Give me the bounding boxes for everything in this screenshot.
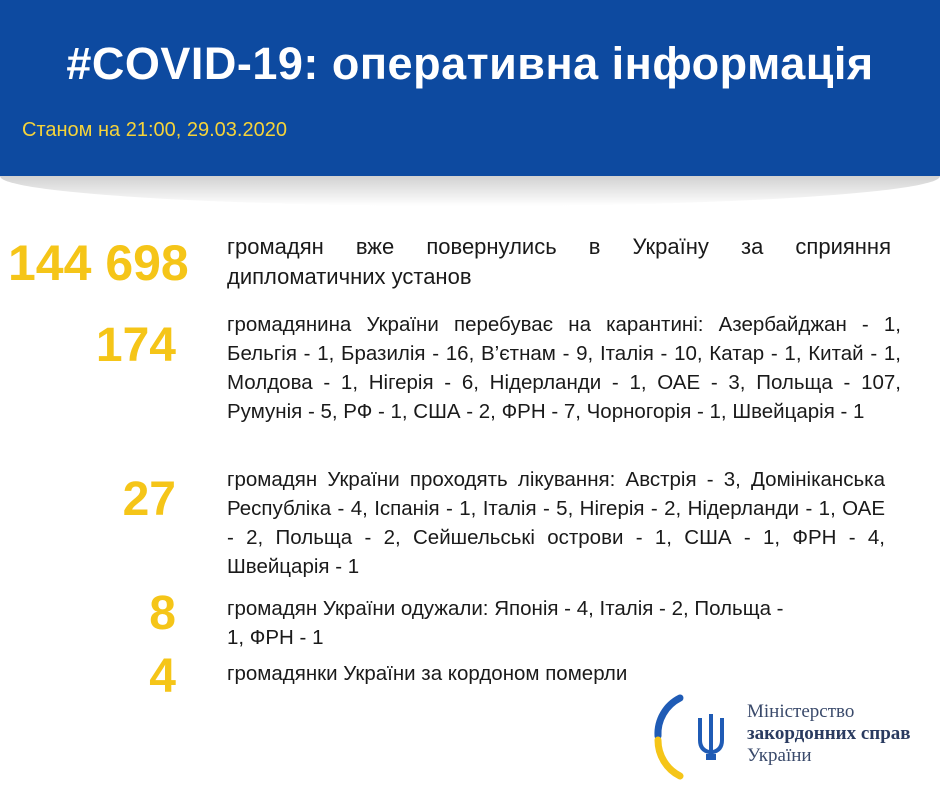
stat-number-quarantine: 174 bbox=[95, 319, 176, 372]
ministry-name-line3: України bbox=[747, 745, 812, 766]
ministry-name-line1: Міністерство bbox=[747, 701, 855, 722]
ministry-name bbox=[747, 701, 911, 767]
page-title: #COVID-19: оперативна інформація bbox=[66, 38, 874, 89]
stat-text-returned: громадян вже повернулись в Україну за сприяння дипломатичних установ bbox=[227, 234, 891, 289]
stat-text-treatment: громадян України проходять лікування: Австрія - 3, Домініканська Республіка - 4, Іспанія - 1, Італія - 5, Нігерія - 2, Нідерланди - 1, ОАЕ - 2, Польща - 2, Сейшельські острови - 1, США - 1, ФРН - 4, Швейцарія - 1 bbox=[227, 468, 885, 578]
stat-text-deceased: громадянки України за кордоном померли bbox=[227, 662, 628, 685]
stat-number-deceased: 4 bbox=[149, 650, 176, 703]
stat-text-quarantine: громадянина України перебуває на карантині: Азербайджан - 1, Бельгія - 1, Бразилія - 16, В’єтнам - 9, Італія - 10, Катар - 1, Китай - 1, Молдова - 1, Нігерія - 6, Нідерланди - 1, ОАЕ - 3, Польща - 107, Румунія - 5, РФ - 1, США - 2, ФРН - 7, Чорногорія - 1, Швейцарія - 1 bbox=[227, 313, 901, 423]
stat-number-returned: 144 698 bbox=[8, 235, 189, 291]
ministry-name-line2: закордонних справ bbox=[747, 723, 911, 744]
stat-number-recovered: 8 bbox=[149, 587, 176, 640]
header-shadow bbox=[0, 176, 940, 206]
date-stamp: Станом на 21:00, 29.03.2020 bbox=[22, 119, 287, 141]
stat-text-recovered: громадян України одужали: Японія - 4, Італія - 2, Польща - 1, ФРН - 1 bbox=[227, 597, 784, 649]
stat-number-treatment: 27 bbox=[122, 473, 176, 526]
trident-icon bbox=[698, 714, 724, 760]
header-banner bbox=[0, 0, 940, 176]
